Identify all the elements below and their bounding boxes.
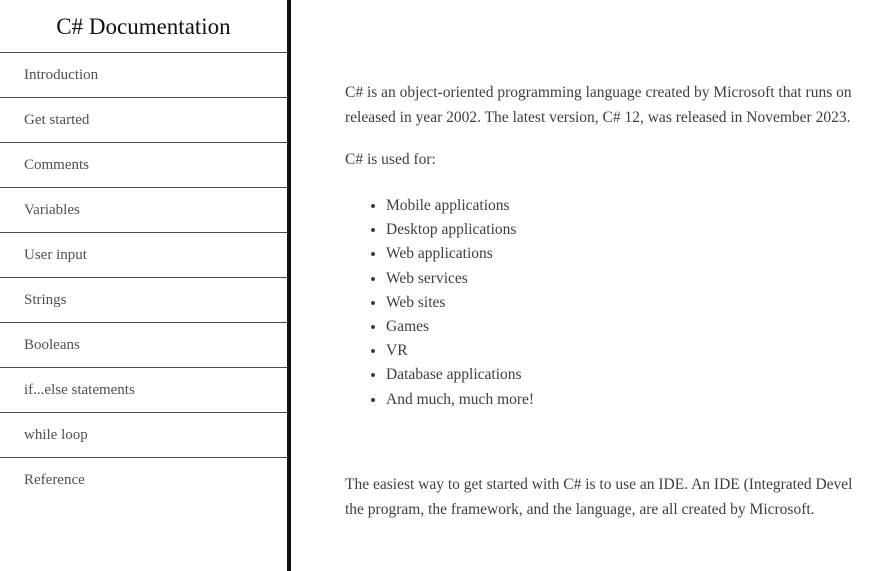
paragraph-spacer <box>345 130 870 147</box>
sidebar-item-label: User input <box>24 247 87 263</box>
sidebar-item-label: Introduction <box>24 67 99 83</box>
main-content <box>295 0 870 571</box>
sidebar-item-label: Reference <box>24 472 85 488</box>
sidebar-item-label: Comments <box>24 157 90 173</box>
list-item: • Web sites <box>386 291 870 315</box>
sidebar-item-label: Get started <box>24 112 90 128</box>
section-spacer <box>345 412 870 472</box>
sidebar-item-user-input[interactable] <box>0 233 287 278</box>
sidebar-item-if-else-statements[interactable] <box>0 368 287 413</box>
ide-paragraph-line-2: the program, the framework, and the language, are all created by Microsoft. <box>345 500 815 518</box>
sidebar-item-label: Variables <box>24 202 80 218</box>
sidebar-item-label: if...else statements <box>24 382 135 398</box>
ide-paragraph-line-1: The easiest way to get started with C# is to use an IDE. An IDE (Integrated Devel <box>345 475 853 493</box>
intro-paragraph-line-1: C# is an object-oriented programming language created by Microsoft that runs on <box>345 84 852 101</box>
sidebar-item-get-started[interactable] <box>0 98 287 143</box>
uses-list <box>345 194 870 412</box>
sidebar-item-booleans[interactable] <box>0 323 287 368</box>
used-for-heading: C# is used for: <box>345 151 436 168</box>
list-item: • Database applications <box>386 363 870 387</box>
sidebar-item-label: Strings <box>24 292 67 308</box>
sidebar-item-while-loop[interactable] <box>0 413 287 458</box>
intro-paragraph-line-2: released in year 2002. The latest version, C# 12, was released in November 2023. <box>345 109 851 126</box>
page-title: C# Documentation <box>0 0 287 53</box>
sidebar-item-comments[interactable] <box>0 143 287 188</box>
list-item: • Web applications <box>386 242 870 266</box>
list-spacer <box>345 172 870 194</box>
sidebar-item-reference[interactable] <box>0 458 287 503</box>
list-item: • Games <box>386 315 870 339</box>
sidebar-item-strings[interactable] <box>0 278 287 323</box>
list-item: • Web services <box>386 267 870 291</box>
list-item: • Mobile applications <box>386 194 870 218</box>
sidebar-item-label: Booleans <box>24 337 80 353</box>
sidebar-item-introduction[interactable] <box>0 53 287 98</box>
sidebar-item-variables[interactable] <box>0 188 287 233</box>
sidebar-item-list <box>0 53 287 503</box>
sidebar-navigation <box>0 0 291 571</box>
sidebar-item-label: while loop <box>24 427 88 443</box>
list-item: • VR <box>386 339 870 363</box>
list-item: • Desktop applications <box>386 218 870 242</box>
list-item: • And much, much more! <box>386 388 870 412</box>
